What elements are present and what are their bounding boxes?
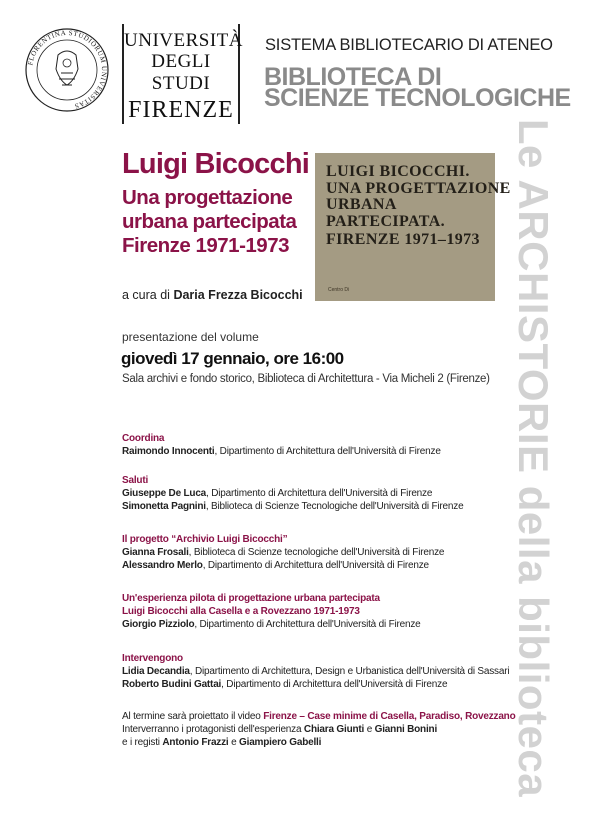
director-name: Giampiero Gabelli: [239, 737, 322, 748]
closing-line3: [122, 736, 516, 749]
protagonist-name: Chiara Giunti: [303, 724, 365, 735]
speaker-line: [122, 487, 463, 500]
speaker-line: [122, 546, 444, 559]
speaker-line: [122, 500, 463, 513]
title-line1: Una progettazione: [122, 186, 293, 209]
curator-prefix: a cura di: [122, 288, 170, 302]
title-line3: Firenze 1971-1973: [122, 234, 290, 257]
speaker-affiliation: , Dipartimento di Architettura dell'Università di Firenze: [214, 446, 441, 457]
speaker-affiliation: , Dipartimento di Architettura dell'Università di Firenze: [194, 619, 421, 630]
closing-protagonists-intro: Interverranno i protagonisti dell'esperienza: [122, 724, 304, 735]
curator-name: Daria Frezza Bicocchi: [173, 288, 303, 302]
program-section: [122, 592, 421, 631]
speaker-name: Simonetta Pagnini: [122, 501, 206, 512]
section-heading: Il progetto “Archivio Luigi Bicocchi”: [122, 534, 288, 545]
presentation-intro: presentazione del volume: [122, 330, 259, 344]
program-section: [122, 474, 463, 513]
event-date: giovedì 17 gennaio, ore 16:00: [121, 349, 344, 368]
section-heading: Coordina: [122, 433, 165, 444]
conjunction: e: [228, 737, 240, 748]
book-cover-line4: PARTECIPATA.: [326, 213, 446, 230]
series-vertical-text: Le ARCHISTORIE della biblioteca: [510, 118, 557, 798]
book-cover-line1: LUIGI BICOCCHI.: [326, 163, 470, 180]
speaker-affiliation: , Biblioteca di Scienze Tecnologiche dell'Università di Firenze: [205, 501, 464, 512]
conjunction: e: [364, 724, 375, 735]
speaker-line: [122, 678, 509, 691]
speaker-name: Giuseppe De Luca: [122, 488, 207, 499]
program-section: [122, 533, 444, 572]
university-line3: FIRENZE: [128, 97, 234, 123]
speaker-affiliation: , Dipartimento di Architettura dell'Università di Firenze: [221, 679, 448, 690]
speaker-name: Lidia Decandia: [122, 666, 190, 677]
svg-text:FLORENTINA STUDIORUM UNIVERSIT: FLORENTINA STUDIORUM UNIVERSITAS: [26, 28, 109, 111]
video-title: Firenze – Case minime di Casella, Paradiso, Rovezzano: [263, 711, 516, 722]
closing-video-intro: Al termine sarà proiettato il video: [122, 711, 264, 722]
university-line2: DEGLI STUDI: [151, 51, 211, 94]
speaker-affiliation: , Dipartimento di Architettura, Design e Urbanistica dell'Università di Sassari: [189, 666, 510, 677]
program-section: [122, 432, 441, 458]
speaker-name: Roberto Budini Gattai: [122, 679, 222, 690]
speaker-affiliation: , Biblioteca di Scienze tecnologiche dell'Università di Firenze: [188, 547, 445, 558]
speaker-affiliation: , Dipartimento di Architettura dell'Università di Firenze: [206, 488, 433, 499]
book-cover-image: [315, 153, 511, 301]
university-line1: UNIVERSITÀ: [124, 30, 243, 51]
curator-line: [122, 288, 303, 302]
speaker-line: [122, 665, 509, 678]
university-name-block: [122, 24, 243, 124]
library-name-line1: BIBLIOTECA DI: [264, 63, 442, 91]
university-seal-logo: [24, 27, 110, 113]
director-name: Antonio Frazzi: [162, 737, 229, 748]
speaker-line: [122, 445, 441, 458]
speaker-name: Gianna Frosali: [122, 547, 189, 558]
event-place: Sala archivi e fondo storico, Biblioteca di Architettura - Via Micheli 2 (Firenze): [122, 373, 490, 385]
book-cover-publisher: Centro Di: [328, 287, 350, 293]
program-section: [122, 652, 509, 691]
speaker-name: Giorgio Pizziolo: [122, 619, 195, 630]
closing-line1: [122, 710, 516, 723]
speaker-name: Raimondo Innocenti: [122, 446, 215, 457]
speaker-name: Alessandro Merlo: [122, 560, 203, 571]
speaker-line: [122, 559, 444, 572]
section-subheading: Luigi Bicocchi alla Casella e a Rovezzano 1971-1973: [122, 606, 360, 617]
speaker-line: [122, 618, 421, 631]
title-line2: urbana partecipata: [122, 210, 297, 233]
speaker-affiliation: , Dipartimento di Architettura dell'Università di Firenze: [202, 560, 429, 571]
protagonist-name: Gianni Bonini: [374, 724, 438, 735]
series-vertical-title: [505, 118, 561, 798]
title-author: Luigi Bicocchi: [122, 148, 309, 180]
book-cover-line3: URBANA: [326, 196, 397, 213]
library-name-line2: SCIENZE TECNOLOGICHE: [264, 84, 571, 112]
book-cover-line2: UNA PROGETTAZIONE: [326, 180, 511, 197]
closing-notes: [122, 710, 516, 749]
section-heading: Saluti: [122, 475, 149, 486]
library-system-name: SISTEMA BIBLIOTECARIO DI ATENEO: [265, 36, 553, 54]
closing-directors-intro: e i registi: [122, 737, 163, 748]
section-heading: Un'esperienza pilota di progettazione urbana partecipata: [122, 593, 380, 604]
book-cover-line5: FIRENZE 1971–1973: [326, 231, 480, 248]
closing-line2: [122, 723, 516, 736]
section-heading: Intervengono: [122, 653, 183, 664]
